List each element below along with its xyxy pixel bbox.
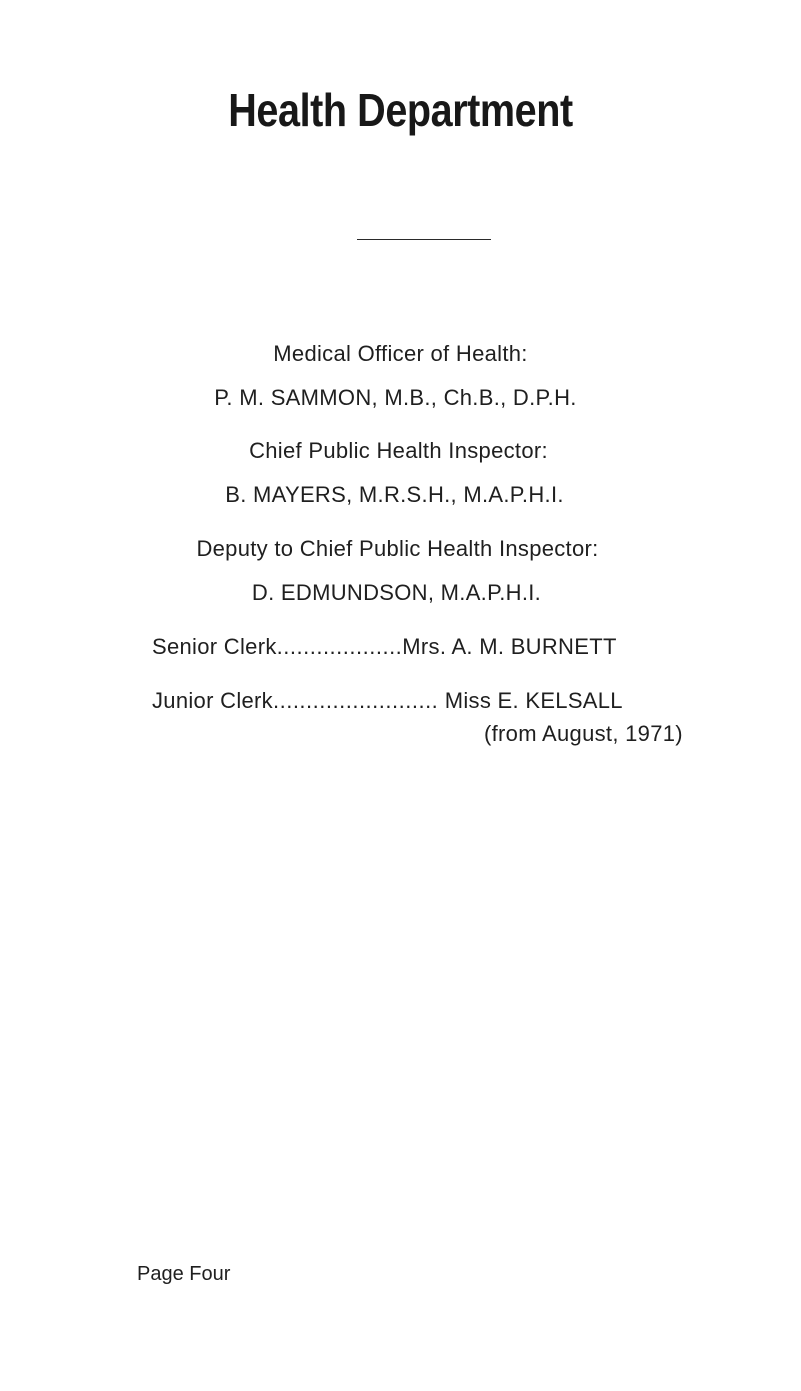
cphi-name: B. MAYERS, M.R.S.H., M.A.P.H.I. (225, 482, 564, 507)
deputy-role: Deputy to Chief Public Health Inspector: (196, 536, 599, 561)
senior-clerk-row (152, 634, 617, 660)
junior-clerk-leader: ......................... (272, 688, 439, 713)
moh-name: P. M. SAMMON, M.B., Ch.B., D.P.H. (214, 385, 577, 410)
junior-clerk-note: (from August, 1971) (484, 721, 683, 746)
page-title: Health Department (228, 84, 573, 136)
moh-role: Medical Officer of Health: (273, 341, 528, 366)
page-number: Page Four (137, 1263, 231, 1285)
senior-clerk-leader: ................... (276, 634, 403, 659)
senior-clerk-label: Senior Clerk (152, 634, 277, 659)
cphi-role: Chief Public Health Inspector: (249, 438, 548, 463)
junior-clerk-name: Miss E. KELSALL (444, 688, 623, 713)
deputy-name: D. EDMUNDSON, M.A.P.H.I. (251, 580, 542, 605)
junior-clerk-label: Junior Clerk (152, 688, 273, 713)
senior-clerk-name: Mrs. A. M. BURNETT (402, 634, 617, 659)
title-divider (357, 239, 491, 240)
junior-clerk-row (152, 688, 623, 714)
